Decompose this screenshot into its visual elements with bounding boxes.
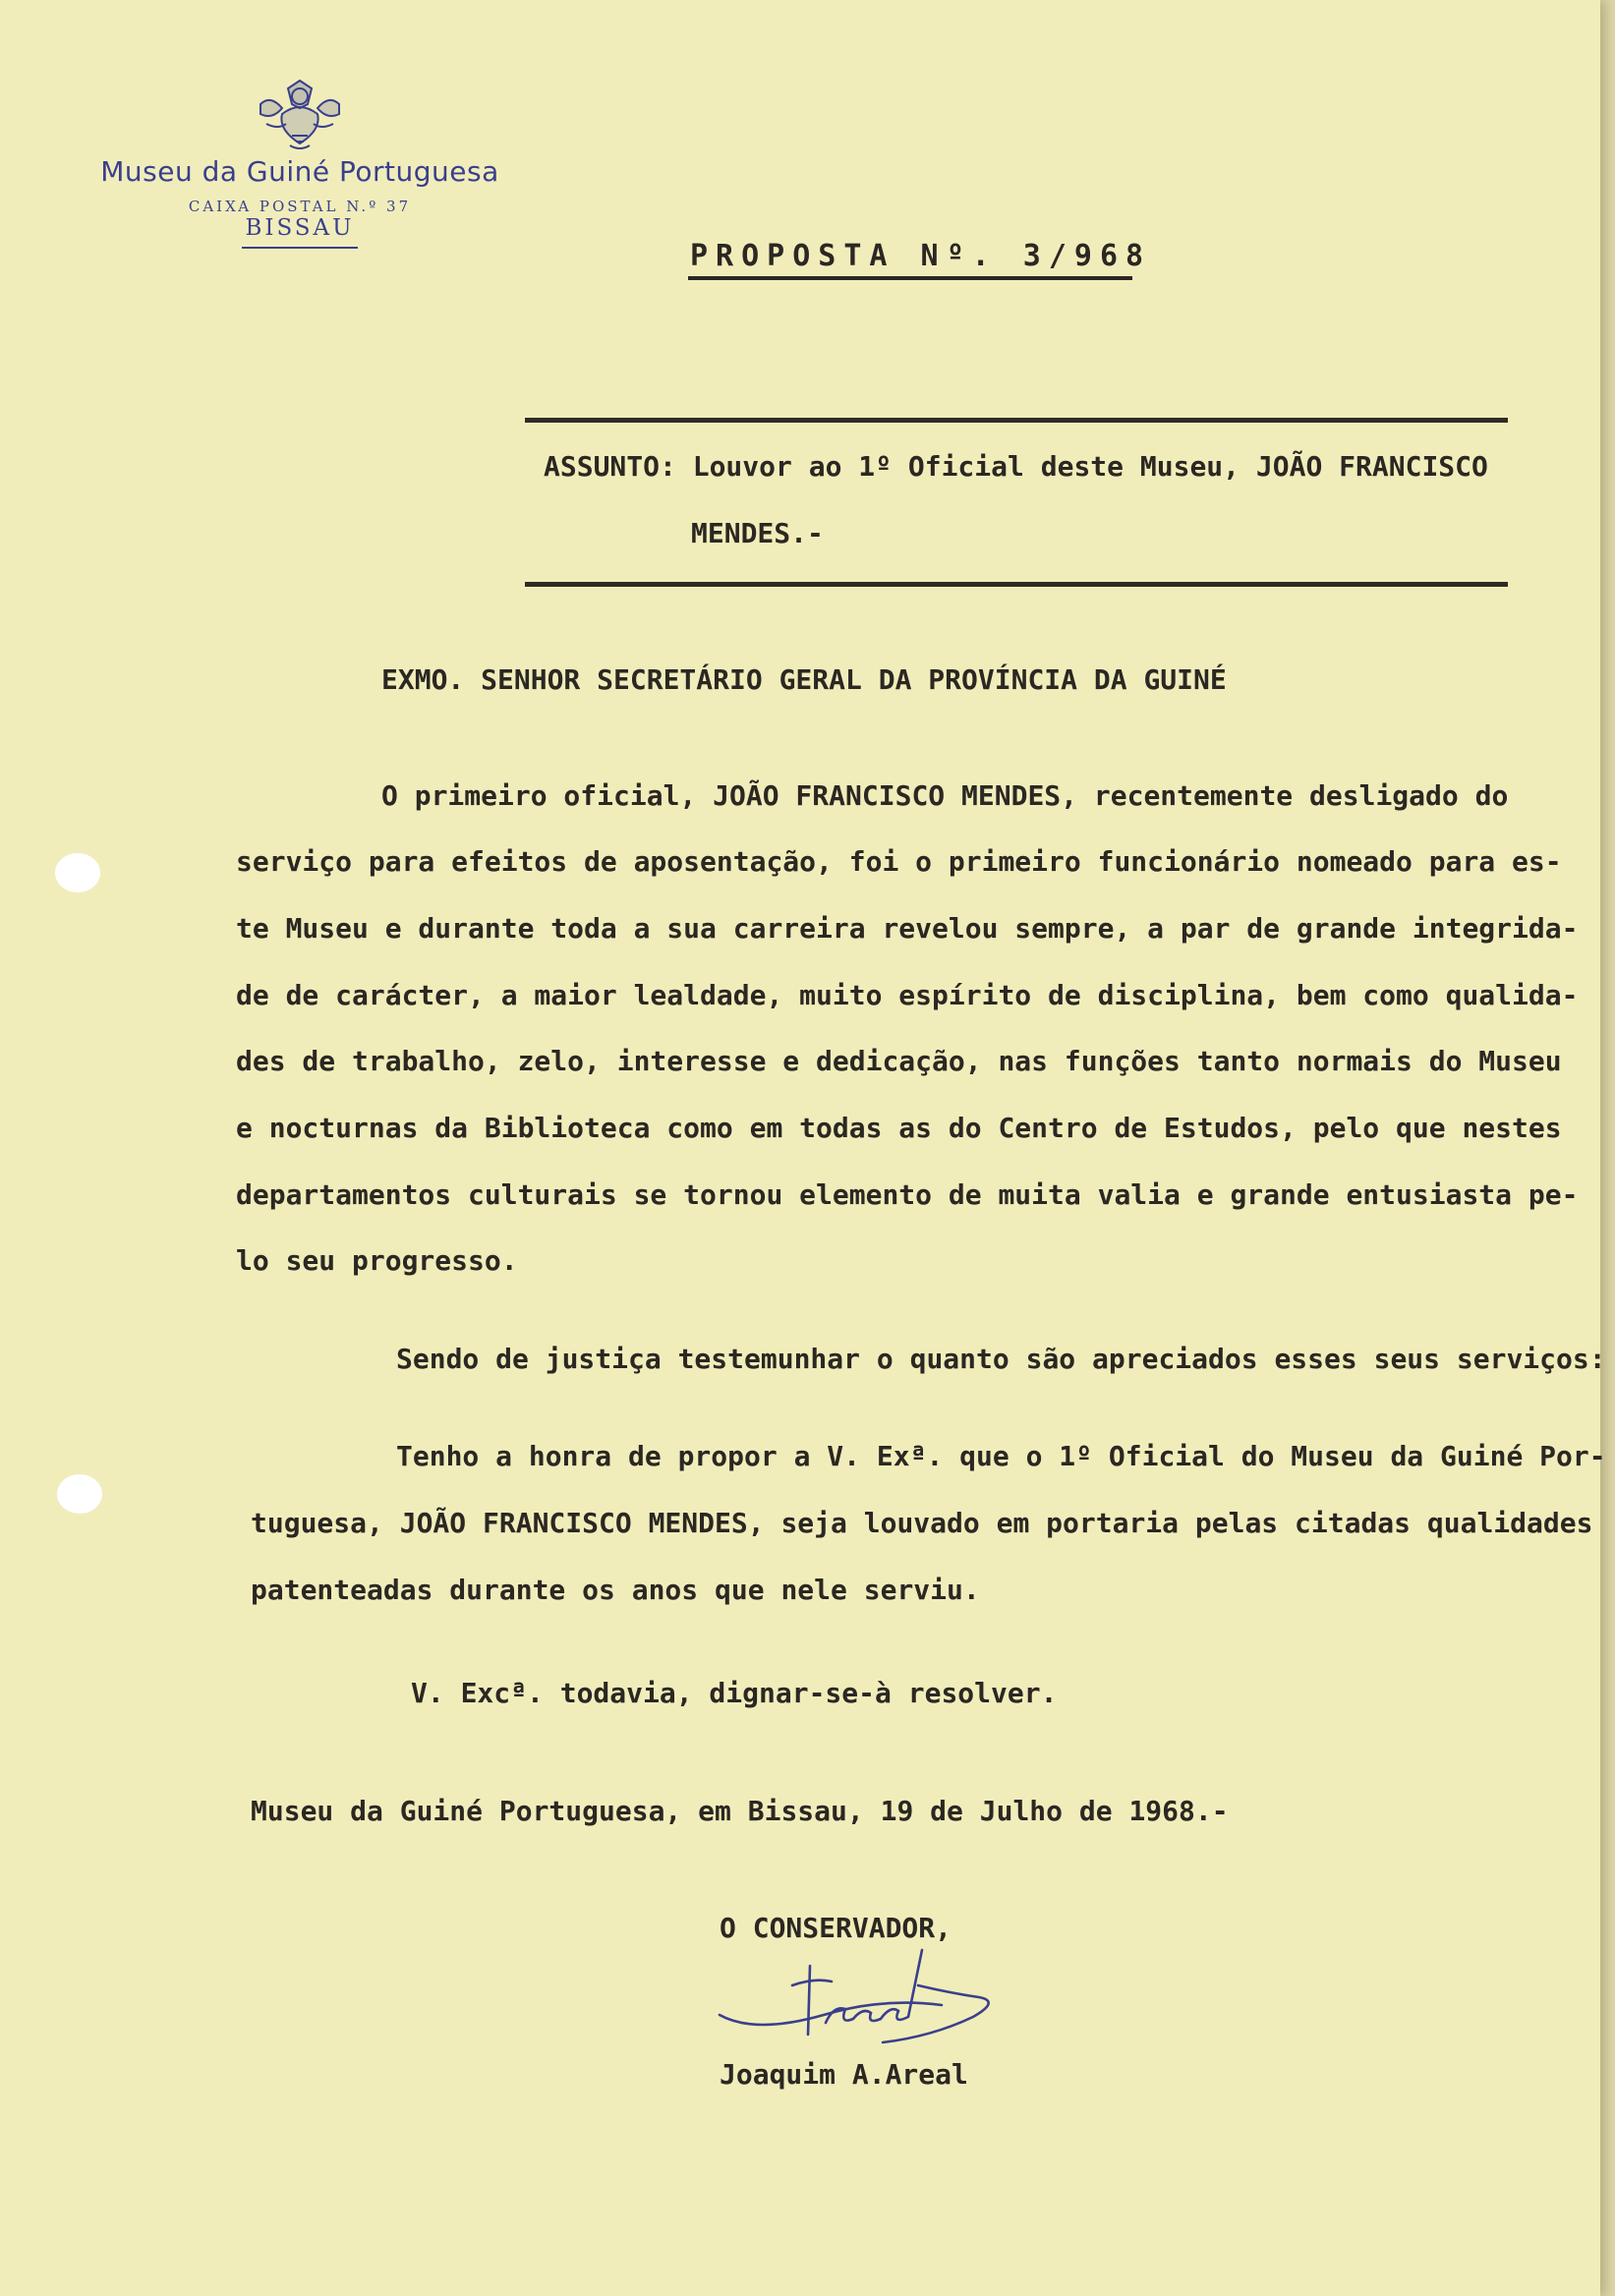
paragraph-1-line: e nocturnas da Biblioteca como em todas as do Centro de Estudos, pelo que nestes <box>236 1112 1562 1144</box>
paragraph-1-line: de de carácter, a maior lealdade, muito espírito de disciplina, bem como qualida- <box>236 979 1579 1011</box>
paragraph-3-line: Tenho a honra de propor a V. Exª. que o 1º Oficial do Museu da Guiné Por- <box>396 1440 1606 1472</box>
handwritten-signature <box>716 1946 1007 2074</box>
place-and-date: Museu da Guiné Portuguesa, em Bissau, 19 de Julho de 1968.- <box>251 1795 1229 1827</box>
punch-hole-bottom <box>57 1474 102 1514</box>
closing-formula: V. Excª. todavia, dignar-se-à resolver. <box>411 1677 1058 1709</box>
signatory-name: Joaquim A.Areal <box>720 2058 968 2091</box>
paragraph-3-line: patenteadas durante os anos que nele serviu. <box>251 1574 980 1606</box>
paragraph-1-line: serviço para efeitos de aposentação, foi o primeiro funcionário nomeado para es- <box>236 845 1562 878</box>
signatory-title: O CONSERVADOR, <box>720 1912 952 1944</box>
document-title: PROPOSTA Nº. 3/968 <box>690 239 1152 273</box>
punch-hole-top <box>55 853 100 892</box>
letterhead <box>69 75 531 249</box>
letterhead-underline <box>242 247 358 249</box>
subject-top-rule <box>525 418 1508 423</box>
letterhead-name: Museu da Guiné Portuguesa <box>100 155 499 188</box>
subject-line-2: MENDES.- <box>691 517 824 549</box>
paragraph-3-line: tuguesa, JOÃO FRANCISCO MENDES, seja louvado em portaria pelas citadas qualidades <box>251 1507 1593 1539</box>
paragraph-1-line: te Museu e durante toda a sua carreira revelou sempre, a par de grande integrida- <box>236 912 1579 945</box>
subject-bottom-rule <box>525 582 1508 587</box>
paragraph-1-line: O primeiro oficial, JOÃO FRANCISCO MENDES, recentemente desligado do <box>381 779 1509 812</box>
paragraph-2: Sendo de justiça testemunhar o quanto são apreciados esses seus serviços: <box>396 1343 1606 1375</box>
title-underline <box>688 276 1132 280</box>
paragraph-1-line: departamentos culturais se tornou elemento de muita valia e grande entusiasta pe- <box>236 1178 1579 1211</box>
paragraph-1-line: lo seu progresso. <box>236 1244 518 1277</box>
subject-line-1: ASSUNTO: Louvor ao 1º Oficial deste Museu, JOÃO FRANCISCO <box>544 450 1488 483</box>
paragraph-1-line: des de trabalho, zelo, interesse e dedicação, nas funções tanto normais do Museu <box>236 1045 1562 1077</box>
salutation: EXMO. SENHOR SECRETÁRIO GERAL DA PROVÍNCIA DA GUINÉ <box>381 663 1227 696</box>
coat-of-arms-icon <box>253 75 347 153</box>
letterhead-postal-box: CAIXA POSTAL N.º 37 <box>188 198 412 215</box>
letterhead-city: BISSAU <box>245 215 355 241</box>
